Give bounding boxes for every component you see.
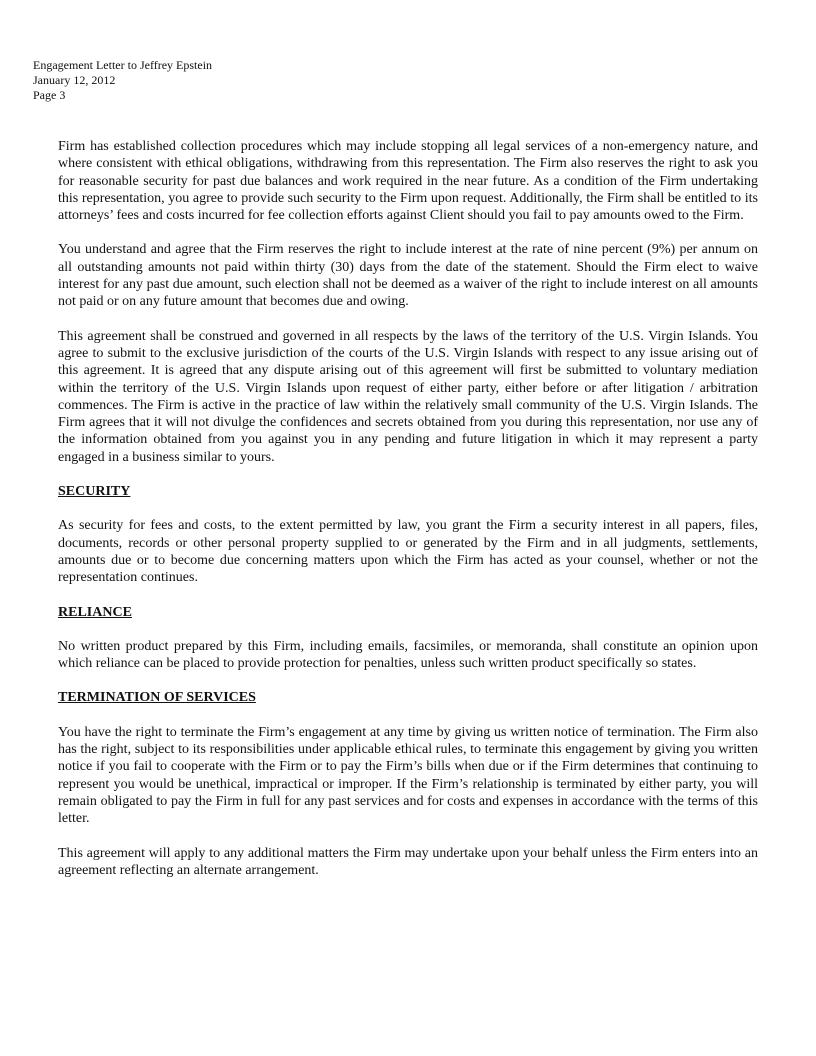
header-date: January 12, 2012 [33, 73, 116, 87]
header-page-number: Page 3 [33, 88, 66, 102]
additional-matters-paragraph: This agreement will apply to any additional matters the Firm may undertake upon your behalf unless the Firm enters into an agreement reflecting an alternate arrangement. [58, 845, 758, 878]
reliance-paragraph: No written product prepared by this Firm, including emails, facsimiles, or memoranda, shall constitute an opinion upon which reliance can be placed to provide protection for penalties, unless such written product specifically so states. [58, 638, 758, 672]
governing-law-paragraph: This agreement shall be construed and governed in all respects by the laws of the territory of the U.S. Virgin Islands. You agree to submit to the exclusive jurisdiction of the courts of the U.S. Virgin Islands with respect to any issue arising out of this agreement. It is agreed that any dispute arising out of this agreement will first be submitted to voluntary mediation within the territory of the U.S. Virgin Islands upon request of either party, either before or after litigation / arbitration commences. The Firm is active in the practice of law within the relatively small community of the U.S. Virgin Islands. The Firm agrees that it will not divulge the confidences and secrets obtained from you during this representation, nor use any of the information obtained from you against you in any pending and future litigation in which it may represent a party engaged in a business similar to yours. [58, 328, 758, 465]
interest-paragraph: You understand and agree that the Firm reserves the right to include interest at the rate of nine percent (9%) per annum on all outstanding amounts not paid within thirty (30) days from the date of the statement. Should the Firm elect to waive interest for any past due amount, such election shall not be deemed as a waiver of the right to include interest on all amounts not paid or on any future amount that becomes due and owing. [58, 242, 758, 310]
security-heading: SECURITY [58, 484, 131, 500]
collection-procedures-paragraph: Firm has established collection procedures which may include stopping all legal services of a non-emergency nature, and where consistent with ethical obligations, withdrawing from this representation. The Firm also reserves the right to ask you for reasonable security for past due balances and work required in the near future. As a condition of the Firm undertaking this representation, you agree to provide such security to the Firm upon request. Additionally, the Firm shall be entitled to its attorneys’ fees and costs incurred for fee collection efforts against Client should you fail to pay amounts owed to the Firm. [58, 139, 758, 224]
termination-paragraph: You have the right to terminate the Firm’s engagement at any time by giving us written notice of termination. The Firm also has the right, subject to its responsibilities under applicable ethical rules, to terminate this engagement by giving you written notice if you fail to cooperate with the Firm or to pay the Firm’s bills when due or if the Firm determines that continuing to represent you would be unethical, impractical or improper. If the Firm’s relationship is terminated by either party, you will remain obligated to pay the Firm in full for any past services and for costs and expenses in accordance with the terms of this letter. [58, 724, 758, 827]
header-recipient: Engagement Letter to Jeffrey Epstein [33, 58, 213, 72]
termination-heading: TERMINATION OF SERVICES [58, 690, 256, 706]
reliance-heading: RELIANCE [58, 604, 132, 620]
security-paragraph: As security for fees and costs, to the extent permitted by law, you grant the Firm a security interest in all papers, files, documents, records or other personal property supplied to or generated by the Firm and in all judgments, settlements, amounts due or to become due concerning matters upon which the Firm has acted as your counsel, whether or not the representation continues. [58, 518, 758, 586]
letter-body [58, 138, 758, 896]
page-header [33, 58, 212, 103]
